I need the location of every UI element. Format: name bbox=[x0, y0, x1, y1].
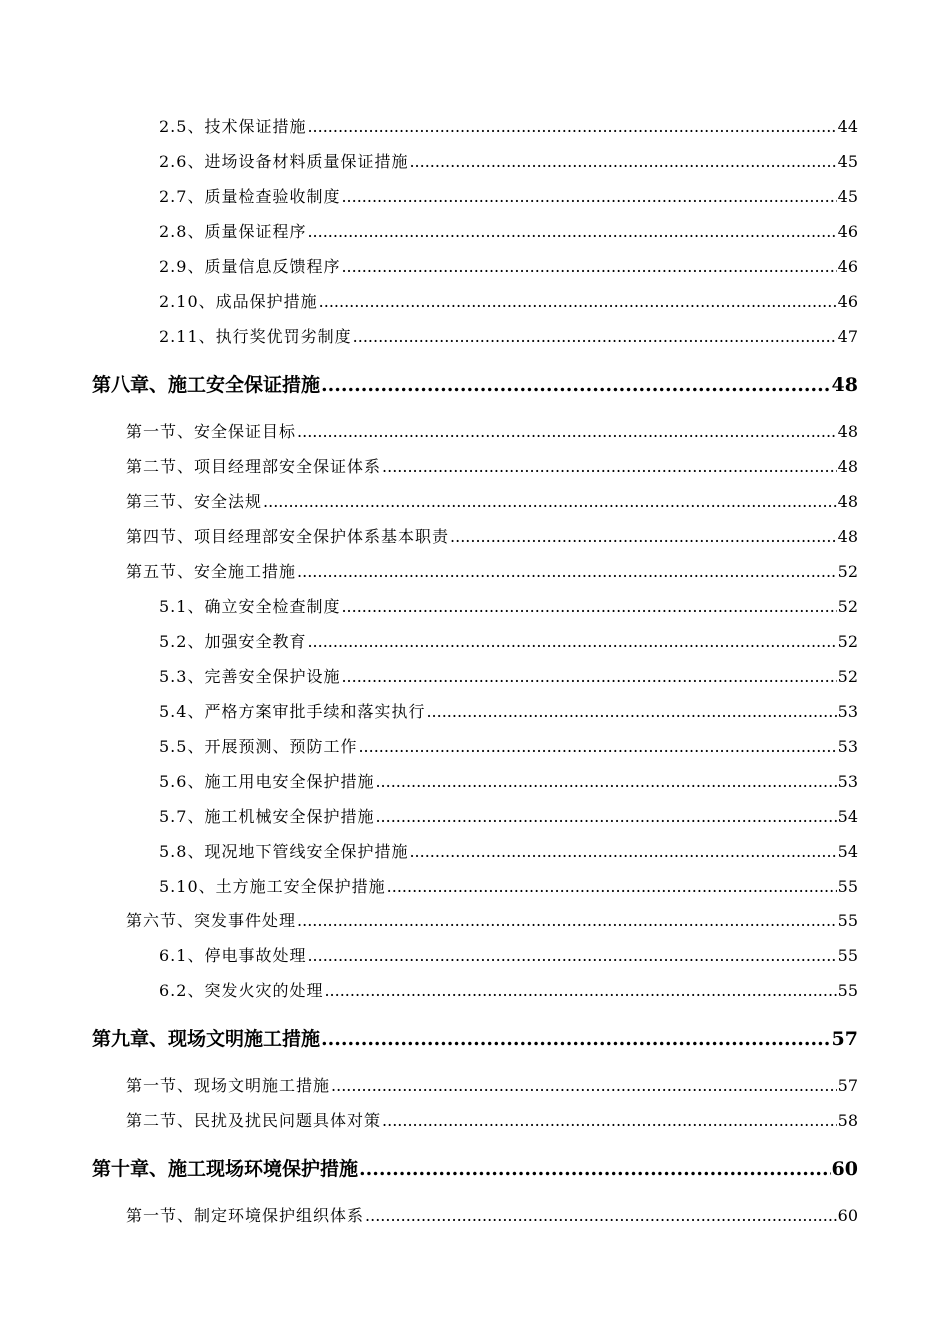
toc-dot-leader bbox=[324, 981, 836, 1000]
toc-page-number: 52 bbox=[837, 562, 858, 581]
toc-page-number: 53 bbox=[837, 702, 858, 721]
toc-page-number: 60 bbox=[831, 1158, 858, 1180]
toc-entry[interactable] bbox=[126, 524, 858, 547]
toc-entry-label: 第一节、现场文明施工措施 bbox=[126, 1076, 331, 1095]
toc-page-number: 48 bbox=[837, 457, 858, 476]
toc-page-number: 54 bbox=[837, 842, 858, 861]
toc-entry[interactable] bbox=[126, 419, 858, 442]
toc-entry[interactable] bbox=[126, 1073, 858, 1096]
toc-dot-leader bbox=[321, 374, 831, 396]
toc-entry[interactable] bbox=[159, 219, 858, 242]
toc-page-number: 52 bbox=[837, 597, 858, 616]
toc-page-number: 57 bbox=[837, 1076, 858, 1095]
toc-entry[interactable] bbox=[126, 489, 858, 512]
toc-page-number: 53 bbox=[837, 737, 858, 756]
toc-entry-label: 6.1、停电事故处理 bbox=[159, 946, 307, 965]
toc-page-number: 54 bbox=[837, 807, 858, 826]
toc-page-number: 53 bbox=[837, 772, 858, 791]
toc-chapter-entry[interactable] bbox=[92, 370, 858, 397]
toc-dot-leader bbox=[450, 527, 837, 546]
toc-entry-label: 第十章、施工现场环境保护措施 bbox=[92, 1158, 359, 1180]
toc-dot-leader bbox=[409, 152, 836, 171]
toc-entry[interactable] bbox=[126, 559, 858, 582]
toc-entry-label: 2.5、技术保证措施 bbox=[159, 117, 307, 136]
toc-dot-leader bbox=[375, 807, 836, 826]
toc-page-number: 45 bbox=[837, 187, 858, 206]
toc-entry[interactable] bbox=[159, 769, 858, 792]
toc-page-number: 55 bbox=[837, 911, 858, 930]
toc-page-number: 48 bbox=[837, 527, 858, 546]
toc-page-number: 46 bbox=[837, 257, 858, 276]
toc-dot-leader bbox=[307, 632, 836, 651]
toc-dot-leader bbox=[359, 1158, 831, 1180]
toc-dot-leader bbox=[358, 737, 836, 756]
toc-entry-label: 5.10、土方施工安全保护措施 bbox=[159, 877, 386, 896]
toc-entry-label: 第四节、项目经理部安全保护体系基本职责 bbox=[126, 527, 450, 546]
toc-dot-leader bbox=[297, 911, 837, 930]
toc-page-number: 60 bbox=[837, 1206, 858, 1225]
toc-entry[interactable] bbox=[126, 908, 858, 931]
toc-entry[interactable] bbox=[159, 629, 858, 652]
toc-entry-label: 5.3、完善安全保护设施 bbox=[159, 667, 341, 686]
toc-entry[interactable] bbox=[159, 149, 858, 172]
toc-dot-leader bbox=[321, 1028, 831, 1050]
toc-dot-leader bbox=[341, 257, 836, 276]
toc-page-number: 58 bbox=[837, 1111, 858, 1130]
toc-dot-leader bbox=[263, 492, 837, 511]
toc-page-number: 48 bbox=[831, 374, 858, 396]
toc-entry-label: 第一节、制定环境保护组织体系 bbox=[126, 1206, 365, 1225]
toc-entry-label: 2.7、质量检查验收制度 bbox=[159, 187, 341, 206]
toc-entry[interactable] bbox=[159, 289, 858, 312]
toc-entry[interactable] bbox=[126, 1108, 858, 1131]
toc-entry-label: 5.4、严格方案审批手续和落实执行 bbox=[159, 702, 426, 721]
toc-page-number: 48 bbox=[837, 492, 858, 511]
toc-entry-label: 第二节、民扰及扰民问题具体对策 bbox=[126, 1111, 382, 1130]
toc-entry-label: 5.5、开展预测、预防工作 bbox=[159, 737, 358, 756]
toc-entry-label: 5.7、施工机械安全保护措施 bbox=[159, 807, 375, 826]
toc-entry[interactable] bbox=[159, 699, 858, 722]
toc-entry-label: 2.6、进场设备材料质量保证措施 bbox=[159, 152, 409, 171]
toc-entry[interactable] bbox=[159, 594, 858, 617]
toc-page-number: 55 bbox=[837, 877, 858, 896]
toc-dot-leader bbox=[341, 667, 836, 686]
toc-entry[interactable] bbox=[159, 114, 858, 137]
toc-dot-leader bbox=[387, 877, 837, 896]
toc-page-number: 44 bbox=[837, 117, 858, 136]
toc-entry[interactable] bbox=[159, 184, 858, 207]
toc-page-number: 48 bbox=[837, 422, 858, 441]
toc-entry-label: 第九章、现场文明施工措施 bbox=[92, 1028, 321, 1050]
toc-chapter-entry[interactable] bbox=[92, 1154, 858, 1181]
toc-dot-leader bbox=[307, 222, 836, 241]
toc-entry[interactable] bbox=[159, 874, 858, 897]
toc-dot-leader bbox=[382, 1111, 837, 1130]
toc-page-number: 52 bbox=[837, 632, 858, 651]
toc-dot-leader bbox=[297, 562, 837, 581]
toc-dot-leader bbox=[307, 946, 836, 965]
toc-dot-leader bbox=[307, 117, 836, 136]
toc-entry-label: 5.8、现况地下管线安全保护措施 bbox=[159, 842, 409, 861]
toc-dot-leader bbox=[331, 1076, 837, 1095]
toc-dot-leader bbox=[365, 1206, 837, 1225]
toc-entry-label: 第六节、突发事件处理 bbox=[126, 911, 297, 930]
toc-entry[interactable] bbox=[159, 804, 858, 827]
toc-page-number: 46 bbox=[837, 222, 858, 241]
toc-entry[interactable] bbox=[159, 734, 858, 757]
toc-entry-label: 2.8、质量保证程序 bbox=[159, 222, 307, 241]
toc-dot-leader bbox=[382, 457, 837, 476]
toc-dot-leader bbox=[341, 187, 836, 206]
toc-entry-label: 第一节、安全保证目标 bbox=[126, 422, 297, 441]
toc-dot-leader bbox=[297, 422, 837, 441]
toc-entry-label: 第五节、安全施工措施 bbox=[126, 562, 297, 581]
toc-entry[interactable] bbox=[159, 839, 858, 862]
toc-page-number: 46 bbox=[837, 292, 858, 311]
toc-entry-label: 5.6、施工用电安全保护措施 bbox=[159, 772, 375, 791]
toc-entry-label: 5.2、加强安全教育 bbox=[159, 632, 307, 651]
toc-entry[interactable] bbox=[159, 978, 858, 1001]
toc-dot-leader bbox=[319, 292, 837, 311]
toc-page-number: 45 bbox=[837, 152, 858, 171]
toc-page-number: 55 bbox=[837, 981, 858, 1000]
toc-dot-leader bbox=[409, 842, 836, 861]
toc-entry-label: 第三节、安全法规 bbox=[126, 492, 263, 511]
toc-entry[interactable] bbox=[159, 943, 858, 966]
toc-page-number: 57 bbox=[831, 1028, 858, 1050]
toc-entry-label: 2.11、执行奖优罚劣制度 bbox=[159, 327, 352, 346]
toc-entry-label: 第八章、施工安全保证措施 bbox=[92, 374, 321, 396]
toc-page-number: 47 bbox=[837, 327, 858, 346]
toc-page-number: 52 bbox=[837, 667, 858, 686]
toc-dot-leader bbox=[353, 327, 837, 346]
toc-entry-label: 2.9、质量信息反馈程序 bbox=[159, 257, 341, 276]
toc-dot-leader bbox=[426, 702, 836, 721]
toc-entry-label: 5.1、确立安全检查制度 bbox=[159, 597, 341, 616]
toc-page-number: 55 bbox=[837, 946, 858, 965]
toc-dot-leader bbox=[375, 772, 836, 791]
toc-entry[interactable] bbox=[159, 664, 858, 687]
toc-chapter-entry[interactable] bbox=[92, 1024, 858, 1051]
toc-entry[interactable] bbox=[159, 324, 858, 347]
toc-entry-label: 第二节、项目经理部安全保证体系 bbox=[126, 457, 382, 476]
toc-entry[interactable] bbox=[159, 254, 858, 277]
toc-dot-leader bbox=[341, 597, 836, 616]
toc-entry[interactable] bbox=[126, 454, 858, 477]
toc-entry[interactable] bbox=[126, 1203, 858, 1226]
toc-entry-label: 6.2、突发火灾的处理 bbox=[159, 981, 324, 1000]
toc-entry-label: 2.10、成品保护措施 bbox=[159, 292, 318, 311]
